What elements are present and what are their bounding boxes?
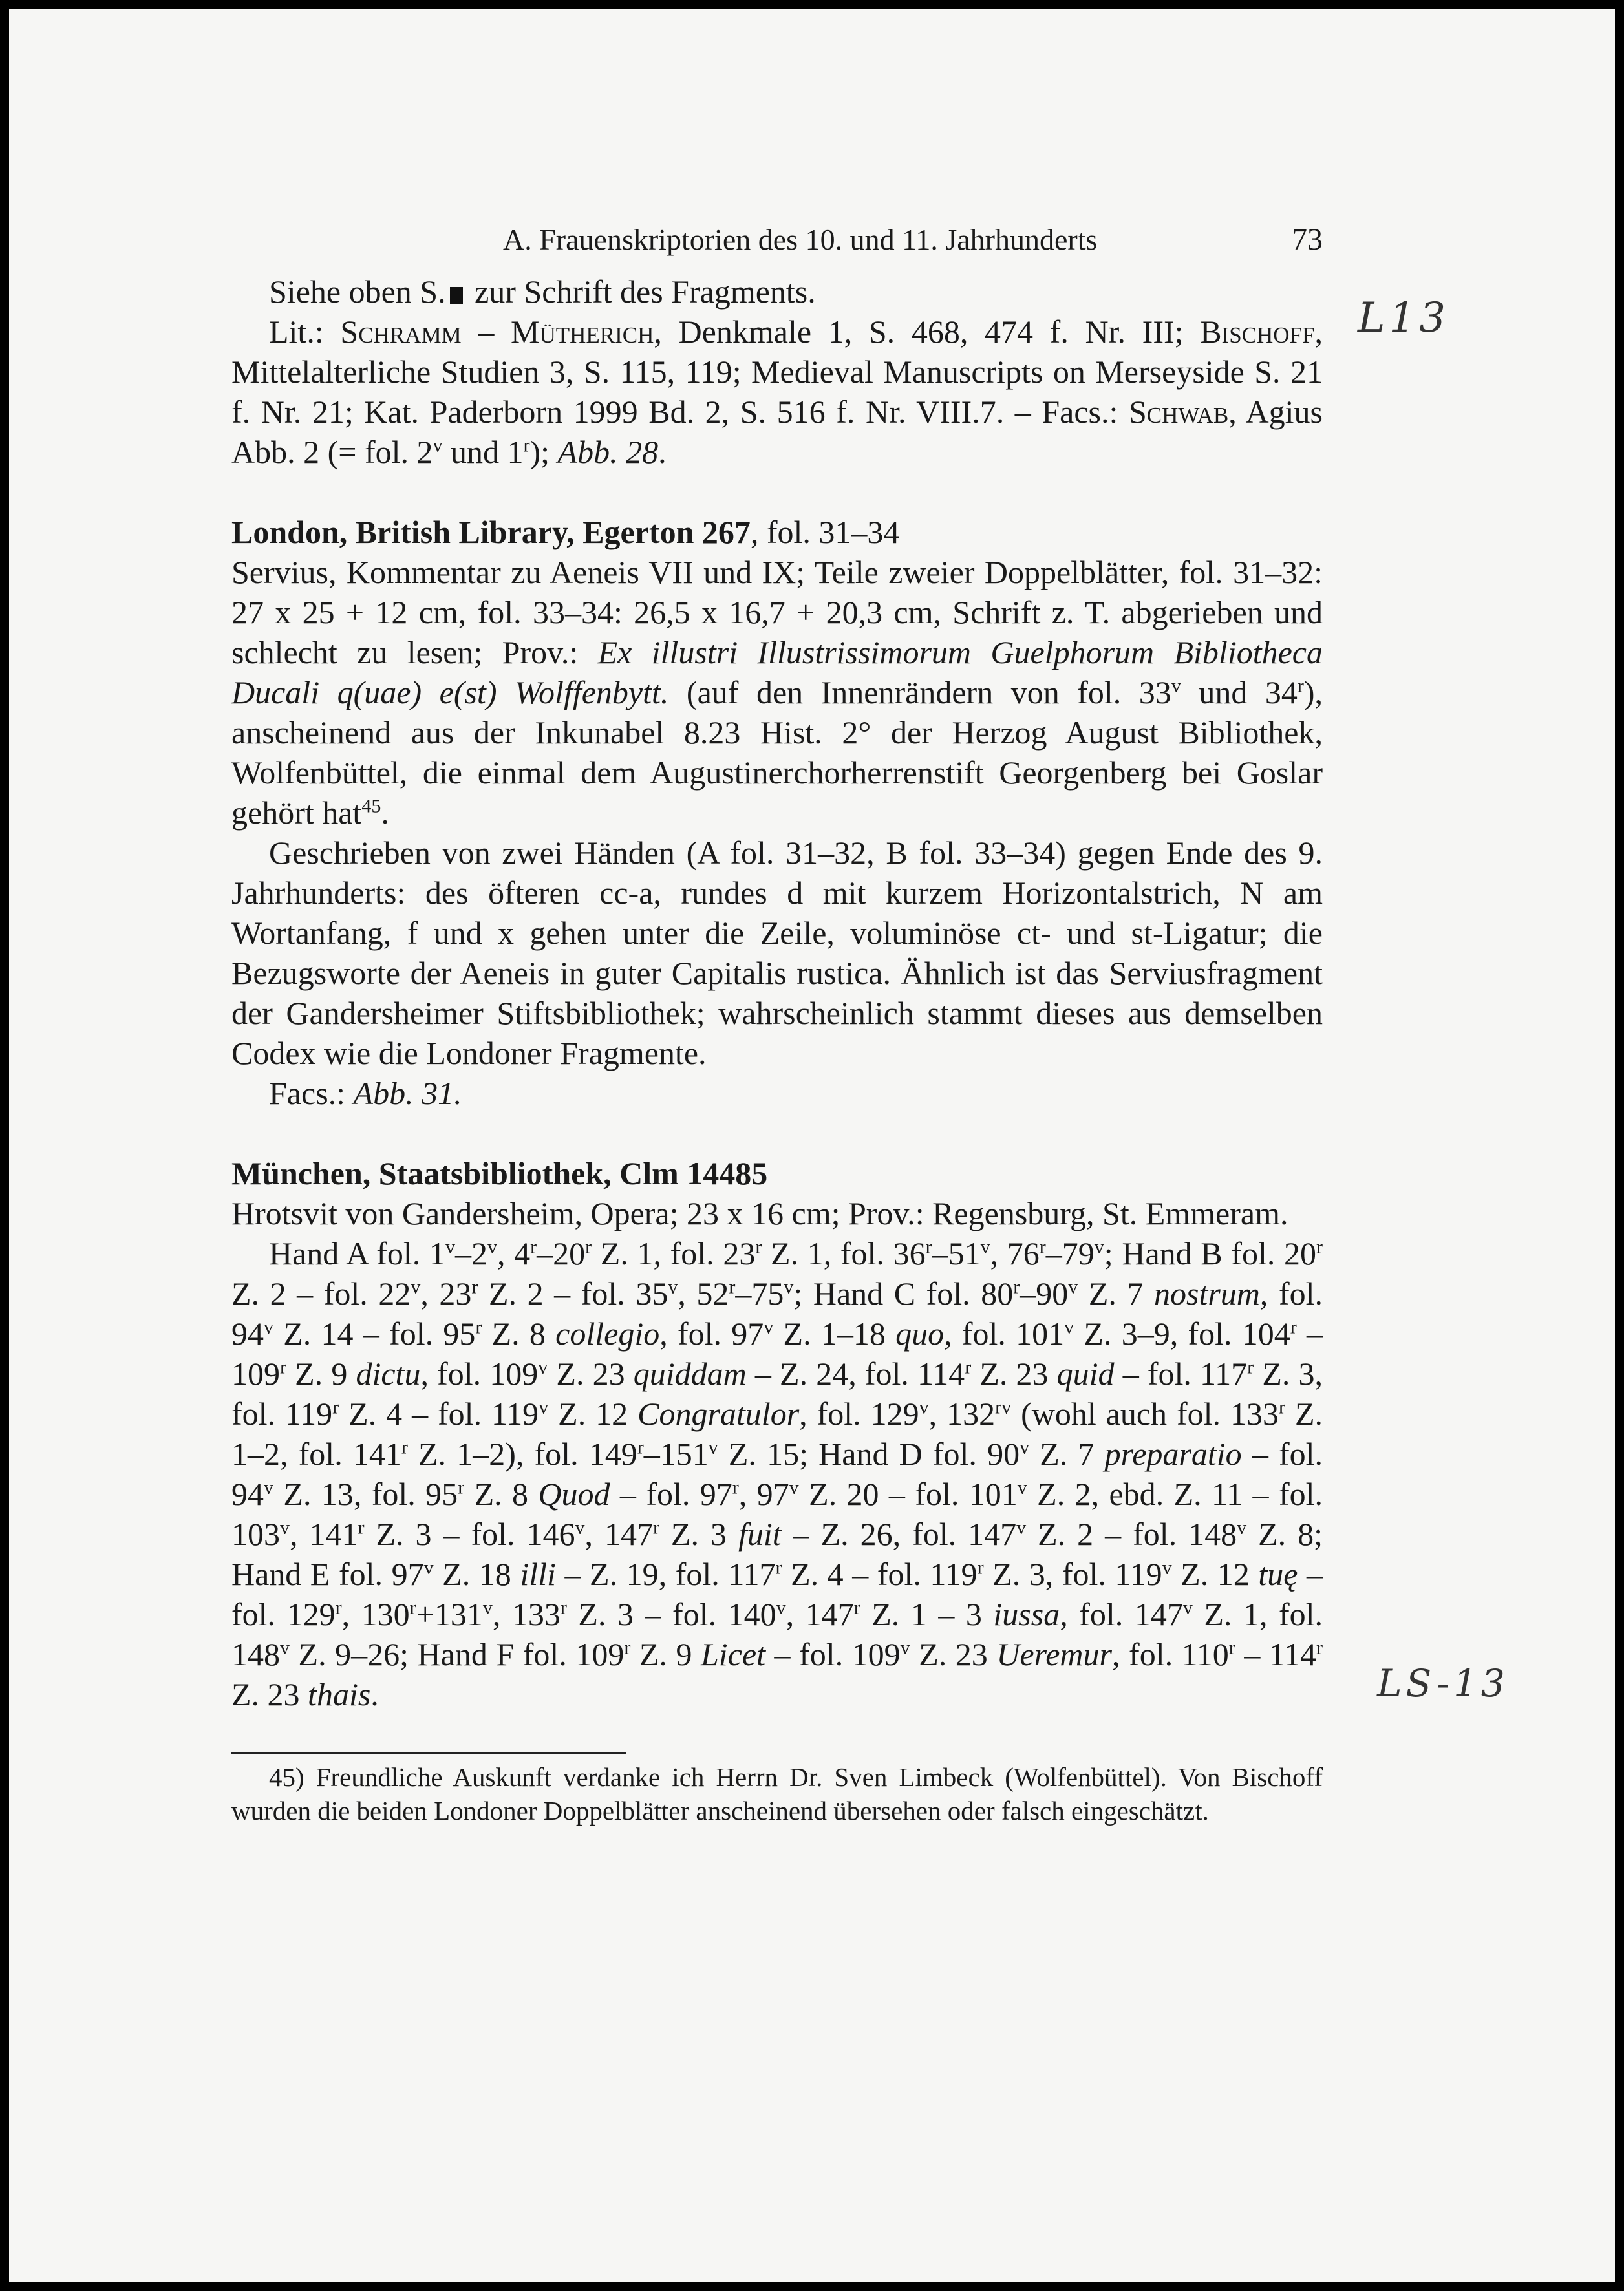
hands-text-run: , fol. 129 bbox=[799, 1396, 919, 1432]
hands-text-run: Z. 4 – fol. 119 bbox=[339, 1396, 539, 1432]
hands-text-run: Z. 7 bbox=[1029, 1436, 1105, 1472]
hands-text-run: v bbox=[445, 1236, 455, 1258]
hands-text-run: v bbox=[1094, 1236, 1104, 1258]
hands-text-run: , fol. 147 bbox=[1060, 1596, 1183, 1632]
hands-text-run: v bbox=[539, 1396, 549, 1418]
hands-text-run: , 97 bbox=[738, 1476, 789, 1512]
running-title: A. Frauenskriptorien des 10. und 11. Jahrhunderts bbox=[503, 223, 1098, 256]
hands-text-run: –151 bbox=[643, 1436, 709, 1472]
hands-text-run: Z. 3 bbox=[659, 1516, 738, 1552]
hands-text-run: – 109 bbox=[231, 1316, 1323, 1392]
hands-text-run: , fol. 94 bbox=[231, 1275, 1323, 1352]
hands-text-run: r bbox=[965, 1356, 972, 1378]
hands-text-run: , fol. 101 bbox=[944, 1316, 1065, 1352]
hands-text-run: quo bbox=[895, 1316, 945, 1352]
hands-text-run: Z. 8 bbox=[482, 1316, 556, 1352]
manuscript-heading-munich: München, Staatsbibliothek, Clm 14485 bbox=[231, 1155, 768, 1191]
hands-text-run: tuę bbox=[1258, 1556, 1298, 1592]
hands-text-run: r bbox=[1316, 1236, 1323, 1258]
hands-text-run: –79 bbox=[1045, 1235, 1095, 1272]
hands-text-run: Ueremur bbox=[996, 1636, 1112, 1672]
hands-text-run: – fol. 109 bbox=[765, 1636, 901, 1672]
hands-text-run: v bbox=[980, 1236, 990, 1258]
hands-text-run: , 132 bbox=[928, 1396, 996, 1432]
cross-reference: Siehe oben S. zur Schrift des Fragments. bbox=[269, 273, 816, 310]
hands-text-run: v bbox=[784, 1276, 794, 1298]
hands-text-run: Z. 2 – fol. 148 bbox=[1026, 1516, 1237, 1552]
hands-text-run: Z. 15; Hand D fol. 90 bbox=[718, 1436, 1020, 1472]
hands-text-run: Z. 23 bbox=[231, 1676, 308, 1712]
hands-text-run: r bbox=[1316, 1637, 1323, 1659]
hands-text-run: Licet bbox=[701, 1636, 765, 1672]
handwritten-margin-note: LS-13 bbox=[1377, 1661, 1509, 1705]
footnote-separator bbox=[231, 1752, 626, 1754]
hands-text-run: Z. 13, fol. 95 bbox=[273, 1476, 458, 1512]
hands-text-run: v bbox=[538, 1356, 548, 1378]
hands-text-run: v bbox=[280, 1517, 290, 1539]
hands-text-run: Z. 2, ebd. Z. 11 – fol. 103 bbox=[231, 1476, 1323, 1552]
hands-text-run: r bbox=[358, 1517, 365, 1539]
hands-text-run: r bbox=[624, 1637, 631, 1659]
hands-text-run: r bbox=[652, 1517, 659, 1539]
hands-text-run: Z. 14 – fol. 95 bbox=[273, 1316, 476, 1352]
hands-text-run: illi bbox=[520, 1556, 556, 1592]
hands-text-run: quid bbox=[1056, 1356, 1115, 1392]
hands-text-run: thais bbox=[308, 1676, 371, 1712]
hands-text-run: r bbox=[1290, 1316, 1297, 1338]
manuscript-description-munich: Hrotsvit von Gandersheim, Opera; 23 x 16 cm; Prov.: Regensburg, St. Emmeram. bbox=[231, 1195, 1288, 1231]
hands-text-run: Z. 9 bbox=[630, 1636, 701, 1672]
hands-text-run: Z. 1–18 bbox=[773, 1316, 896, 1352]
hands-text-run: collegio bbox=[555, 1316, 660, 1352]
hands-text-run: v bbox=[919, 1396, 929, 1418]
hands-text-run: Z. 1, fol. 148 bbox=[231, 1596, 1323, 1672]
hands-text-run: Z. 3 – fol. 146 bbox=[364, 1516, 575, 1552]
hands-text-run: – Z. 19, fol. 117 bbox=[555, 1556, 776, 1592]
footnote-reference: 45 bbox=[361, 795, 381, 817]
hands-text-run: r bbox=[335, 1597, 342, 1619]
hands-text-run: r bbox=[585, 1236, 592, 1258]
hands-text-run: r bbox=[925, 1236, 932, 1258]
hands-text-run: Z. 1–2, fol. 141 bbox=[231, 1396, 1323, 1472]
page-number: 73 bbox=[1292, 222, 1323, 257]
hands-text-run: Z. 12 bbox=[548, 1396, 638, 1432]
facsimile-reference-london: Facs.: Abb. 31. bbox=[269, 1075, 462, 1111]
hands-text-run: r bbox=[755, 1236, 762, 1258]
hands-text-run: . bbox=[370, 1676, 379, 1712]
hands-text-run: –75 bbox=[735, 1275, 784, 1312]
hands-text-run: nostrum bbox=[1153, 1275, 1260, 1312]
hands-text-run: Z. 2 – fol. 22 bbox=[231, 1275, 411, 1312]
hands-text-run: r bbox=[471, 1276, 478, 1298]
hands-text-run: r bbox=[1013, 1276, 1020, 1298]
hands-text-run: v bbox=[776, 1597, 786, 1619]
hands-text-run: – Z. 24, fol. 114 bbox=[746, 1356, 965, 1392]
hands-text-run: Z. 12 bbox=[1171, 1556, 1259, 1592]
hands-text-run: v bbox=[1162, 1557, 1172, 1579]
hands-text-run: v bbox=[482, 1597, 493, 1619]
manuscript-heading-london: London, British Library, Egerton 267, fol. 31–34 bbox=[231, 514, 900, 550]
document-page bbox=[231, 220, 1323, 1827]
hands-text-run: v bbox=[900, 1637, 910, 1659]
hands-text-run: preparatio bbox=[1104, 1436, 1242, 1472]
hands-text-run: r bbox=[530, 1236, 537, 1258]
hands-text-run: Congratulor bbox=[637, 1396, 800, 1432]
hands-text-run: r bbox=[853, 1597, 860, 1619]
hands-text-run: v bbox=[789, 1476, 799, 1498]
hands-text-run: Z. 3, fol. 119 bbox=[983, 1556, 1162, 1592]
hands-text-run: r bbox=[637, 1436, 644, 1458]
hands-text-run: v bbox=[1020, 1436, 1030, 1458]
hands-text-run: v bbox=[668, 1276, 678, 1298]
hands-text-run: v bbox=[411, 1276, 421, 1298]
literature-references: Lit.: Schramm – Mütherich, Denkmale 1, S. 468, 474 f. Nr. III; Bischoff, Mittelalterliche Studien 3, S. 115, 119; Medieval Manuscripts on Merseyside S. 21 f. Nr. 21; Kat. Paderborn 1999 Bd. 2, S. 516 f. Nr. VIII.7. – Facs.: Schwab, Agius Abb. 2 (= fol. 2$^v$ und 1$^r$); Abb. 28. bbox=[231, 314, 1323, 470]
hands-text-run: r bbox=[401, 1436, 408, 1458]
hands-text-run: Z. 23 bbox=[910, 1636, 997, 1672]
hands-text-run: , 23 bbox=[420, 1275, 472, 1312]
hands-text-run: Z. 1, fol. 23 bbox=[592, 1235, 756, 1272]
hands-text-run: +131 bbox=[416, 1596, 483, 1632]
hands-text-run: , 76 bbox=[990, 1235, 1040, 1272]
hands-text-run: v bbox=[1016, 1517, 1027, 1539]
hands-text-run: Z. 8; Hand E fol. 97 bbox=[231, 1516, 1323, 1592]
hands-text-run: , fol. 97 bbox=[659, 1316, 764, 1352]
hands-text-run: , fol. 109 bbox=[420, 1356, 539, 1392]
hands-text-run: Z. 2 – fol. 35 bbox=[478, 1275, 668, 1312]
hands-text-run: v bbox=[264, 1316, 273, 1338]
hands-text-run: quiddam bbox=[633, 1356, 747, 1392]
hands-text-run: v bbox=[1237, 1517, 1247, 1539]
hands-text-run: r bbox=[280, 1356, 286, 1378]
hands-text-run: v bbox=[423, 1557, 434, 1579]
hands-text-run: r bbox=[1228, 1637, 1235, 1659]
placeholder-mark bbox=[450, 287, 463, 304]
hands-text-run: r bbox=[332, 1396, 339, 1418]
hands-text-run: – 114 bbox=[1235, 1636, 1317, 1672]
handwritten-margin-note: L13 bbox=[1358, 294, 1449, 342]
hands-text-run: r bbox=[729, 1276, 736, 1298]
hands-text-run: , 147 bbox=[785, 1596, 854, 1632]
hands-text-run: Z. 1–2), fol. 149 bbox=[407, 1436, 637, 1472]
hands-text-run: , 133 bbox=[492, 1596, 561, 1632]
hands-text-run: r bbox=[1247, 1356, 1254, 1378]
hands-text-run: v bbox=[1068, 1276, 1078, 1298]
hands-text-run: v bbox=[280, 1637, 290, 1659]
hands-text-run: , 130 bbox=[341, 1596, 410, 1632]
hands-text-run: Z. 8 bbox=[464, 1476, 539, 1512]
hands-text-run: v bbox=[575, 1517, 585, 1539]
hands-text-run: r bbox=[1039, 1236, 1046, 1258]
hands-text-run: , fol. 110 bbox=[1112, 1636, 1229, 1672]
script-description-london: Geschrieben von zwei Händen (A fol. 31–32, B fol. 33–34) gegen Ende des 9. Jahrhunderts: des öfteren cc-a, rundes d mit kurzem Horizontalstrich, N am Wortanfang, f und x gehen unter die Zeile, voluminöse ct- und st-Ligatur; die Bezugsworte der Aeneis in guter Capitalis rustica. Ähnlich ist das Serviusfragment der Gandersheimer Stiftsbibliothek; wahrscheinlich stammt dieses aus demselben Codex wie die Londoner Fragmente. bbox=[231, 835, 1323, 1071]
hands-text-run: Z. 23 bbox=[971, 1356, 1057, 1392]
hands-text-run: r bbox=[732, 1476, 739, 1498]
hands-text-run: – fol. 129 bbox=[231, 1556, 1323, 1632]
hands-text-run: Z. 7 bbox=[1078, 1275, 1154, 1312]
hands-text-run: Z. 4 – fol. 119 bbox=[782, 1556, 978, 1592]
hands-text-run: Z. 3, fol. 119 bbox=[231, 1356, 1323, 1432]
footnote-45: 45) Freundliche Auskunft verdanke ich Herrn Dr. Sven Limbeck (Wolfenbüttel). Von Bischoff wurden die beiden Londoner Doppelblätter anscheinend übersehen oder falsch eingeschätzt. bbox=[231, 1762, 1323, 1826]
hands-text-run: r bbox=[475, 1316, 482, 1338]
hands-text-run: dictu bbox=[356, 1356, 421, 1392]
hands-text-run: – Z. 26, fol. 147 bbox=[781, 1516, 1017, 1552]
hands-text-run: – fol. 117 bbox=[1114, 1356, 1248, 1392]
hands-text-run: Hand A fol. 1 bbox=[269, 1235, 445, 1272]
hands-text-run: v bbox=[764, 1316, 774, 1338]
hands-text-run: , 147 bbox=[584, 1516, 653, 1552]
hands-text-run: Z. 9–26; Hand F fol. 109 bbox=[290, 1636, 625, 1672]
hands-text-run: –51 bbox=[932, 1235, 981, 1272]
hands-text-run: –20 bbox=[537, 1235, 586, 1272]
hands-text-run: – fol. 94 bbox=[231, 1436, 1323, 1512]
hands-text-run: Z. 9 bbox=[286, 1356, 356, 1392]
hands-text-run: Quod bbox=[538, 1476, 610, 1512]
hands-text-run: , 141 bbox=[290, 1516, 358, 1552]
hands-text-run: Z. 18 bbox=[433, 1556, 520, 1592]
hands-text-run: v bbox=[264, 1476, 273, 1498]
hands-text-run: Z. 1 – 3 bbox=[860, 1596, 994, 1632]
hands-text-run: ; Hand C fol. 80 bbox=[793, 1275, 1014, 1312]
hands-text-run: r bbox=[977, 1557, 984, 1579]
hands-text-run: fuit bbox=[738, 1516, 782, 1552]
hands-text-run: r bbox=[409, 1597, 416, 1619]
hands-text-run: v bbox=[1182, 1597, 1193, 1619]
hands-text-run: v bbox=[487, 1236, 497, 1258]
hands-text-run: r bbox=[775, 1557, 782, 1579]
hands-description-munich bbox=[231, 1233, 1323, 1714]
hands-text-run: , 4 bbox=[497, 1235, 531, 1272]
hands-text-run: (wohl auch fol. 133 bbox=[1011, 1396, 1279, 1432]
hands-text-run: Z. 20 – fol. 101 bbox=[798, 1476, 1018, 1512]
hands-text-run: v bbox=[1017, 1476, 1027, 1498]
hands-text-run: v bbox=[1064, 1316, 1074, 1338]
hands-text-run: Z. 3 – fol. 140 bbox=[566, 1596, 776, 1632]
hands-text-run: r bbox=[560, 1597, 567, 1619]
hands-text-run: Z. 1, fol. 36 bbox=[762, 1235, 926, 1272]
hands-text-run: Z. 3–9, fol. 104 bbox=[1074, 1316, 1290, 1352]
hands-text-run: rv bbox=[995, 1396, 1012, 1418]
hands-text-run: ; Hand B fol. 20 bbox=[1104, 1235, 1317, 1272]
hands-text-run: Z. 23 bbox=[548, 1356, 634, 1392]
hands-text-run: – fol. 97 bbox=[610, 1476, 732, 1512]
hands-text-run: r bbox=[458, 1476, 465, 1498]
hands-text-run: , 52 bbox=[678, 1275, 729, 1312]
hands-text-run: iussa bbox=[993, 1596, 1060, 1632]
hands-text-run: –90 bbox=[1020, 1275, 1069, 1312]
hands-text-run: r bbox=[1279, 1396, 1286, 1418]
manuscript-description-london: Servius, Kommentar zu Aeneis VII und IX; Teile zweier Doppelblätter, fol. 31–32: 27 x 25 + 12 cm, fol. 33–34: 26,5 x 16,7 + 20,3 cm, Schrift z. T. abgerieben und schlecht zu lesen; Prov.: Ex illustri Illustrissimorum Guelphorum Bibliotheca Ducali q(uae) e(st) Wolffenbytt. (auf den Innenrändern von fol. 33$^v$ und 34$^r$), anscheinend aus der Inkunabel 8.23 Hist. 2° der Herzog August Bibliothek, Wolfenbüttel, die einmal dem Augustinerchorherrenstift Georgenberg bei Goslar gehört hat$^{45}$. bbox=[231, 554, 1323, 831]
running-head bbox=[231, 220, 1323, 272]
hands-text-run: –2 bbox=[454, 1235, 487, 1272]
hands-text-run: v bbox=[708, 1436, 718, 1458]
